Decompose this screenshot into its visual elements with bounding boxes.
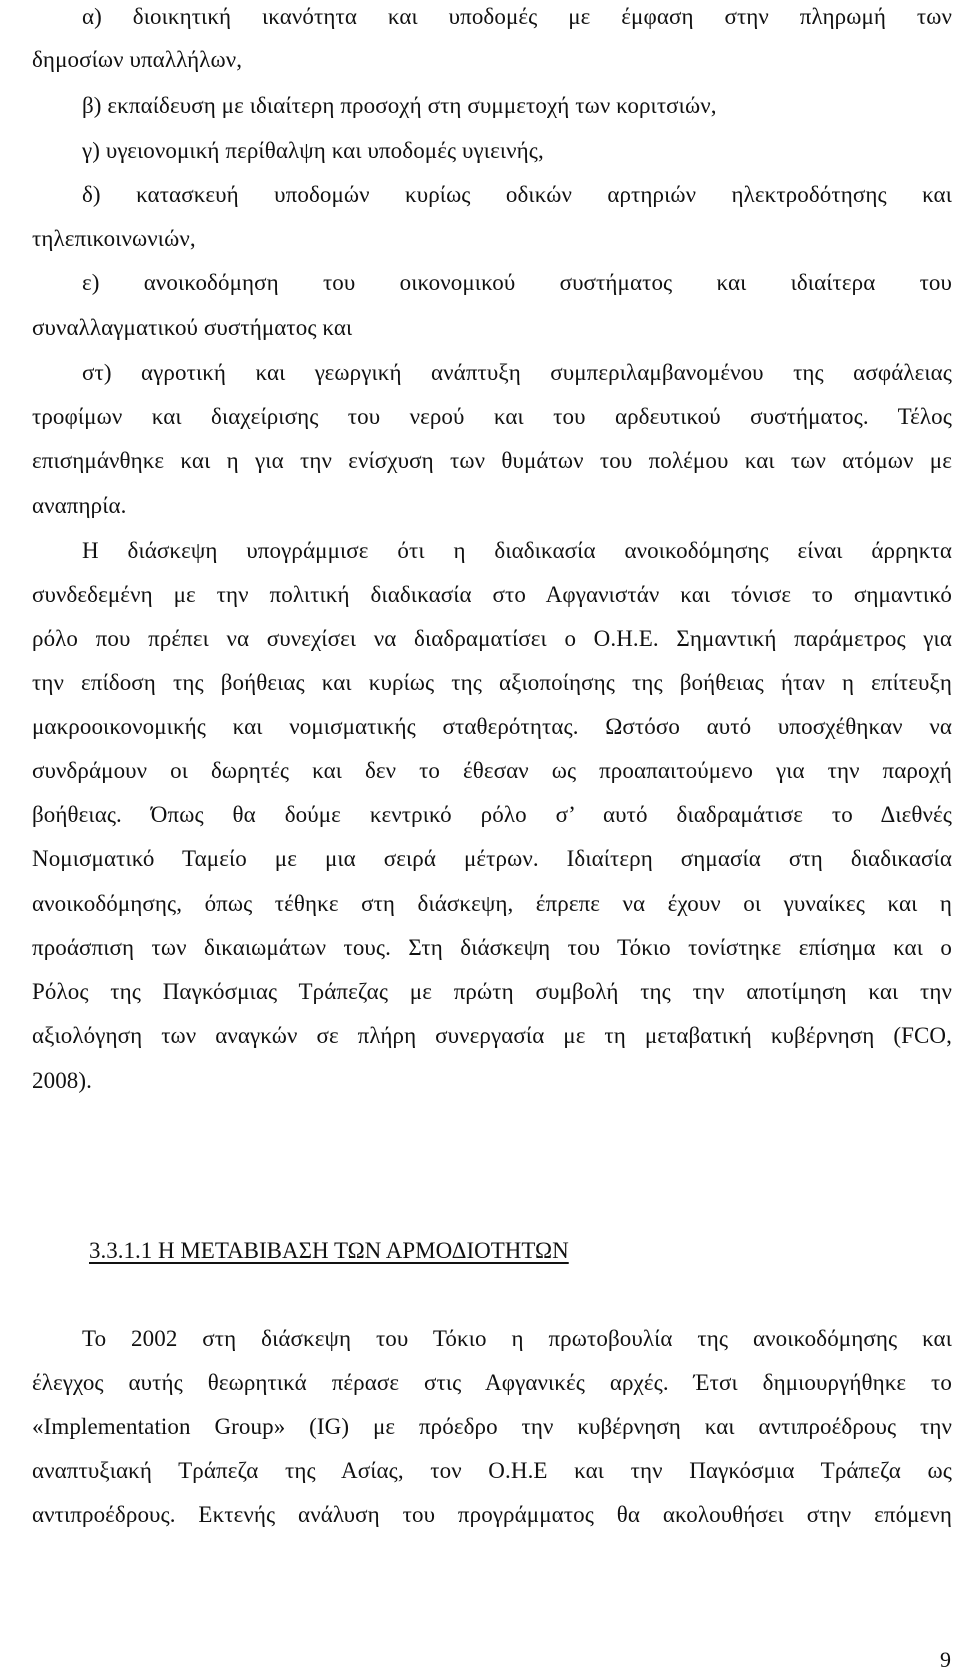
body-line: προάσπιση των δικαιωμάτων τους. Στη διάσκεψη του Τόκιο τονίστηκε επίσημα και ο xyxy=(32,935,952,960)
page-number: 9 xyxy=(940,1647,951,1672)
body-line: 2008). xyxy=(32,1068,93,1093)
body-line: Ρόλος της Παγκόσμιας Τράπεζας με πρώτη συμβολή της την αποτίμηση και την xyxy=(32,979,952,1004)
body-line: μακροοικονομικής και νομισματικής σταθερότητας. Ωστόσο αυτό υποσχέθηκαν να xyxy=(32,714,952,739)
body-line: αντιπροέδρους. Εκτενής ανάλυση του προγράμματος θα ακολουθήσει στην επόμενη xyxy=(32,1502,952,1527)
list-item-e-continuation: συναλλαγματικού συστήματος και xyxy=(32,315,353,340)
list-item-a: α) διοικητική ικανότητα και υποδομές με έμφαση στην πληρωμή των xyxy=(82,4,952,29)
section-heading: 3.3.1.1 Η ΜΕΤΑΒΙΒΑΣΗ ΤΩΝ ΑΡΜΟΔΙΟΤΗΤΩΝ xyxy=(89,1238,569,1263)
body-line: τροφίμων και διαχείρισης του νερού και του αρδευτικού συστήματος. Τέλος xyxy=(32,404,952,429)
body-line: συνδεδεμένη με την πολιτική διαδικασία στο Αφγανιστάν και τόνισε το σημαντικό xyxy=(32,582,952,607)
body-line: ρόλο που πρέπει να συνεχίσει να διαδραματίσει ο Ο.Η.Ε. Σημαντική παράμετρος για xyxy=(32,626,952,651)
list-item-d-continuation: τηλεπικοινωνιών, xyxy=(32,226,196,251)
paragraph-start: Το 2002 στη διάσκεψη του Τόκιο η πρωτοβουλία της ανοικοδόμησης και xyxy=(82,1326,952,1351)
list-item-c: γ) υγειονομική περίθαλψη και υποδομές υγιεινής, xyxy=(82,138,544,163)
list-item-b: β) εκπαίδευση με ιδιαίτερη προσοχή στη συμμετοχή των κοριτσιών, xyxy=(82,93,717,118)
body-line: βοήθειας. Όπως θα δούμε κεντρικό ρόλο σ’ αυτό διαδραμάτισε το Διεθνές xyxy=(32,802,952,827)
body-line: Νομισματικό Ταμείο με μια σειρά μέτρων. Ιδιαίτερη σημασία στη διαδικασία xyxy=(32,846,952,871)
body-line: επισημάνθηκε και η για την ενίσχυση των θυμάτων του πολέμου και των ατόμων με xyxy=(32,448,952,473)
body-line: ανοικοδόμησης, όπως τέθηκε στη διάσκεψη, έπρεπε να έχουν οι γυναίκες και η xyxy=(32,891,952,916)
body-line: «Implementation Group» (IG) με πρόεδρο την κυβέρνηση και αντιπροέδρους την xyxy=(32,1414,952,1439)
list-item-d: δ) κατασκευή υποδομών κυρίως οδικών αρτηριών ηλεκτροδότησης και xyxy=(82,182,952,207)
body-line: αναπτυξιακή Τράπεζα της Ασίας, τον Ο.Η.Ε και την Παγκόσμια Τράπεζα ως xyxy=(32,1458,952,1483)
body-line: αξιολόγηση των αναγκών σε πλήρη συνεργασία με τη μεταβατική κυβέρνηση (FCO, xyxy=(32,1023,952,1048)
body-line: την επίδοση της βοήθειας και κυρίως της αξιοποίησης της βοήθειας ήταν η επίτευξη xyxy=(32,670,952,695)
list-item-f: στ) αγροτική και γεωργική ανάπτυξη συμπεριλαμβανομένου της ασφάλειας xyxy=(82,360,952,385)
list-item-a-continuation: δημοσίων υπαλλήλων, xyxy=(32,47,243,72)
body-line: αναπηρία. xyxy=(32,493,127,518)
list-item-e: ε) ανοικοδόμηση του οικονομικού συστήματος και ιδιαίτερα του xyxy=(82,270,952,295)
body-line: έλεγχος αυτής θεωρητικά πέρασε στις Αφγανικές αρχές. Έτσι δημιουργήθηκε το xyxy=(32,1370,952,1395)
body-line: συνδράμουν οι δωρητές και δεν το έθεσαν ως προαπαιτούμενο για την παροχή xyxy=(32,758,952,783)
paragraph-start: Η διάσκεψη υπογράμμισε ότι η διαδικασία ανοικοδόμησης είναι άρρηκτα xyxy=(82,538,952,563)
